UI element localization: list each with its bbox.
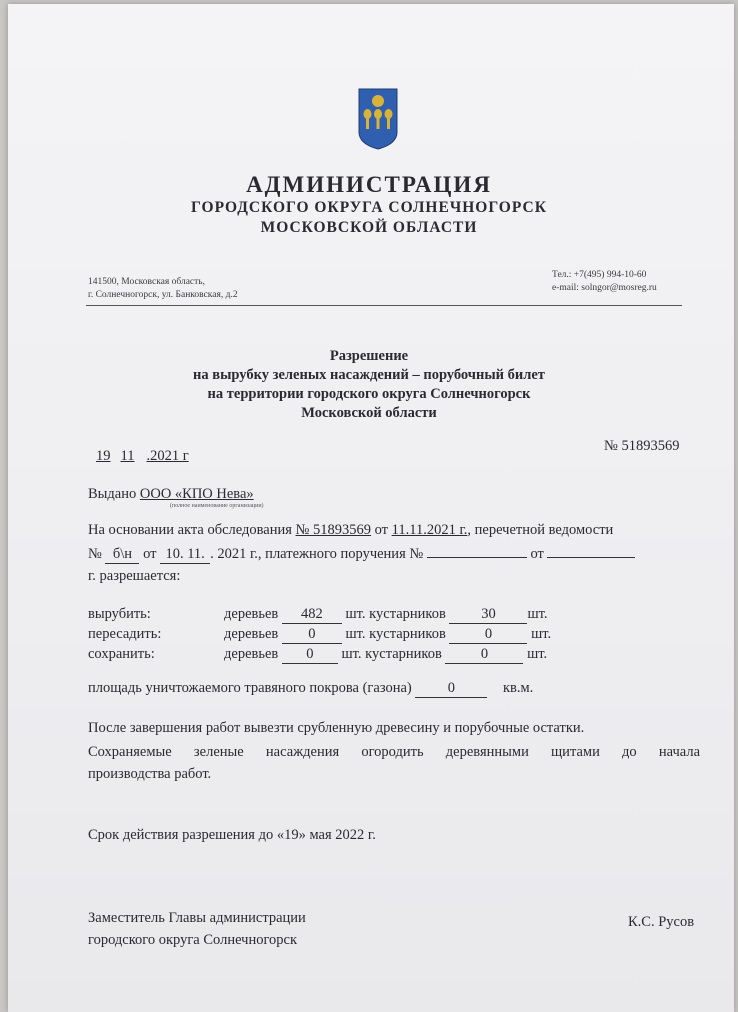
lawn-area: площадь уничтожаемого травяного покрова (газона) 0 кв.м. xyxy=(88,680,534,696)
action-row: вырубить: деревьев 482 шт. кустарников 30 шт. xyxy=(88,606,548,622)
instruction-line-2: Сохраняемые зеленые насаждения огородить деревянными щитами до начала xyxy=(88,744,700,760)
org-title: АДМИНИСТРАЦИЯ xyxy=(246,172,492,197)
basis-line-1: На основании акта обследования № 51893569 от 11.11.2021 г., перечетной ведомости xyxy=(88,522,614,538)
signatory-name: К.С. Русов xyxy=(628,914,695,930)
issue-date: 19 11 .2021 г xyxy=(96,448,189,464)
phone: Тел.: +7(495) 994-10-60 xyxy=(552,270,647,280)
doc-title-line3: на территории городского округа Солнечногорск xyxy=(207,386,531,402)
org-subtitle: ГОРОДСКОГО ОКРУГА СОЛНЕЧНОГОРСК xyxy=(191,199,547,216)
permit-number: № 51893569 xyxy=(604,438,680,454)
address-line-2: г. Солнечногорск, ул. Банковская, д.2 xyxy=(88,290,238,300)
instruction-line-1: После завершения работ вывезти срубленную древесину и порубочные остатки. xyxy=(88,720,585,736)
coat-of-arms-emblem xyxy=(358,88,398,150)
validity-period: Срок действия разрешения до «19» мая 2022 г. xyxy=(88,827,376,843)
action-row: сохранить: деревьев 0 шт. кустарников 0 шт. xyxy=(88,646,548,662)
document-sheet xyxy=(8,4,734,1012)
header-divider xyxy=(86,305,682,306)
basis-permitted: г. разрешается: xyxy=(88,568,181,584)
issued-caption: (полное наименование организации) xyxy=(170,503,264,509)
signatory-position-2: городского округа Солнечногорск xyxy=(88,932,298,948)
org-region: МОСКОВСКОЙ ОБЛАСТИ xyxy=(260,219,478,236)
email: e-mail: solngor@mosreg.ru xyxy=(552,283,657,293)
action-row: пересадить: деревьев 0 шт. кустарников 0 шт. xyxy=(88,626,552,642)
address-line-1: 141500, Московская область, xyxy=(88,277,206,287)
doc-title-line4: Московской области xyxy=(301,405,437,421)
instruction-line-3: производства работ. xyxy=(88,766,212,782)
signatory-position-1: Заместитель Главы администрации xyxy=(88,910,306,926)
issued-to: Выдано ООО «КПО Нева» xyxy=(88,486,254,502)
doc-title: Разрешение xyxy=(329,348,409,364)
basis-line-2: № б\н от 10. 11. . 2021 г., платежного поручения № от xyxy=(88,546,635,564)
doc-title-line2: на вырубку зеленых насаждений – порубочный билет xyxy=(193,367,545,383)
